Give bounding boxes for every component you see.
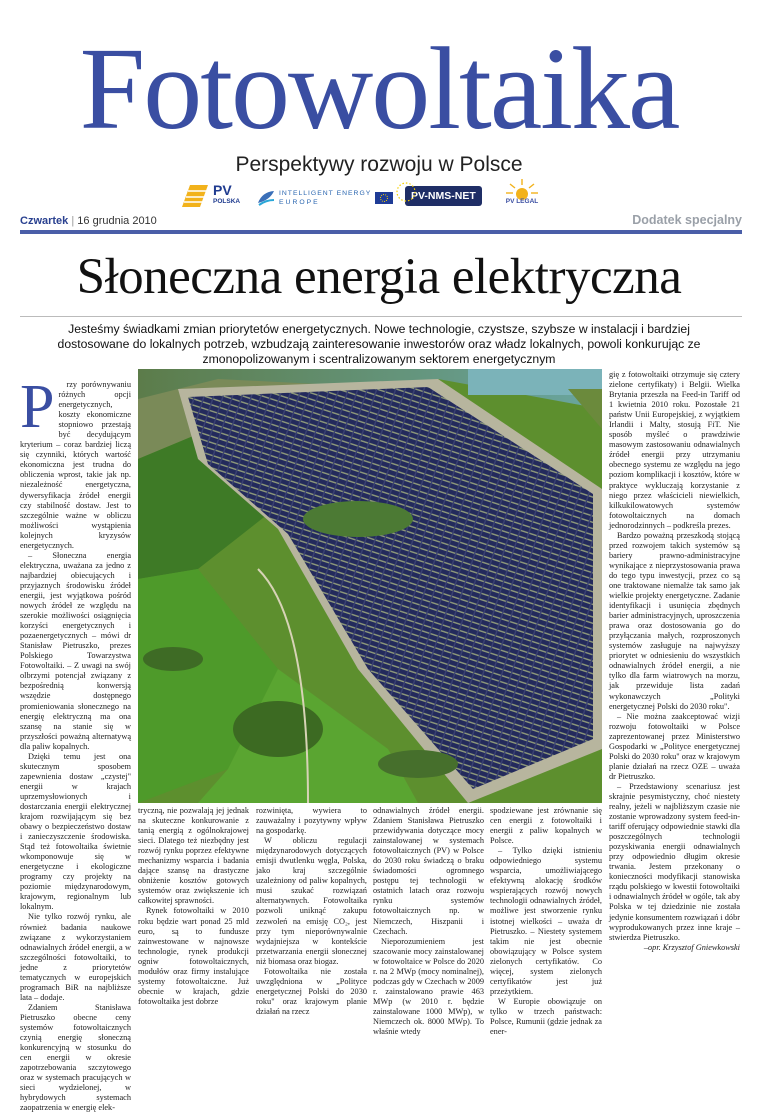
section-label: Dodatek specjalny: [632, 213, 742, 227]
article-column-3: [256, 806, 367, 1017]
col1-paragraph: rzy porównywaniu różnych opcji energetycznych, koszty ekonomiczne stopniowo przestają być decydującym kryterium – coraz bardziej liczą się czynniki, których wartość ekonomiczna jest trudna do obliczenia wprost, takie jak np. niezależność energetyczna, dywersyfikacja źródeł energii czy stabilność dostaw. Jest to szczególnie ważne w obliczu możliwości wystąpienia kolejnych kryzysów energetycznych.: [20, 380, 131, 550]
article-column-1: [20, 373, 131, 1113]
eu-flag-icon: [375, 192, 393, 204]
dateline-day: Czwartek: [20, 215, 69, 227]
col5-paragraph: W Europie obowiązuje on tylko w trzech państwach: Polsce, Rumunii (gdzie jednak za ener-: [490, 996, 602, 1037]
dateline-date: 16 grudnia 2010: [77, 215, 157, 227]
header-rule: [20, 230, 742, 234]
pv-legal-label: PV LEGAL: [505, 198, 539, 205]
pv-nms-net-label: PV-NMS-NET: [405, 186, 482, 206]
col3-paragraph: W obliczu regulacji międzynarodowych dotyczących emisji dwutlenku węgla, Polska, jako kraj szczególnie uzależniony od paliw kopalnych, musi szukać rozwiązań alternatywnych. Fotowoltaika pozwoli uniknąć zakupu zezwoleń na emisję CO₂, jest przy tym nieporównywalnie wydajniejsza w kontekście przetwarzania energii słonecznej niż biomasa oraz biogaz.: [256, 836, 367, 966]
masthead-subtitle: Perspektywy rozwoju w Polsce: [235, 153, 523, 176]
pv-nms-net-logo: [395, 186, 482, 206]
col6-paragraph: Bardzo poważną przeszkodą stojącą przed rozwojem takich systemów są bariery prawno-administracyjne wynikające z nieprzystosowania prawa do tego typu inwestycji, przez co są one traktowane niemalże tak samo jak wielkie projekty energetyczne. Zadanie identyfikacji i usunięcia zbędnych barier administracyjnych, uproszczenia prawa oraz dostosowania go do przyłączania małych, rozproszonych systemów zasługuje na najwyższy priorytet w odniesieniu do wszystkich odnawialnych źródeł energii, a nie tylko dla farm wiatrowych na morzu, jak przewiduje lista zadań wykonawczych „Polityki energetycznej Polski do 2030 roku".: [609, 530, 740, 711]
star-ring-icon: [395, 180, 417, 204]
masthead-title: Fotowoltaika: [79, 23, 679, 154]
article-column-6: [609, 370, 740, 953]
sponsor-logos: [180, 178, 580, 218]
dateline: Czwartek | 16 grudnia 2010: [20, 215, 157, 227]
col2-paragraph: tryczną, nie pozwalają jej jednak na skuteczne konkurowanie z tanią energią z ogólnokrajowej sieci. Dlatego też niezbędny jest rozwój rynku poprzez efektywne mechanizmy wsparcia i badania dające szansę na drastyczne obniżenie kosztów gotowych systemów oraz zwiększenie ich całkowitej sprawności.: [138, 806, 249, 906]
leaf-icon: [256, 188, 276, 208]
pv-polska-logo: [180, 183, 240, 209]
col4-paragraph: Nieporozumieniem jest szacowanie mocy zainstalowanej w fotowoltaice w Polsce do 2020 r. na 2 MWp (mocy nominalnej), podczas gdy w Czechach w 2009 r. zainstalowano prawie 463 MWp (w 2010 r. będzie zainstalowane 1000 MWp), w Niemczech ok. 8000 MWp). To właśnie wtedy: [373, 936, 484, 1037]
col3-paragraph: Fotowoltaika nie została uwzględniona w „Polityce energetycznej Polski do 2030 roku" oraz krajowym planie działań na rzecz: [256, 966, 367, 1016]
sun-icon: [505, 178, 539, 200]
col4-paragraph: odnawialnych źródeł energii. Zdaniem Stanisława Pietruszko przewidywania dotyczące mocy zainstalowanej w systemach fotowoltaicznych (PV) w Polsce do 2030 roku świadczą o braku świadomości ogromnego postępu tej technologii w ostatnich latach oraz rozwoju rynku systemów fotowoltaicznych np. w Niemczech, Hiszpanii i Czechach.: [373, 806, 484, 936]
iee-line1: INTELLIGENT ENERGY: [279, 190, 372, 197]
pv-polska-main: PV: [213, 182, 232, 198]
col6-paragraph: gię z fotowoltaiki otrzymuje się cztery zielone certyfikaty) i Belgii. Wielka Brytania przeszła na Feed-in Tariff od 1 kwietnia 2010 roku. Pozostałe 21 państw Unii Europejskiej, z wyjątkiem Irlandii i Malty, stosują FiT. Nie sposób myśleć o prawdziwie masowym zastosowaniu odnawialnych źródeł energii przy utrzymaniu obecnego systemu ze względu na jego poziom komplikacji i kosztów, które w praktyce wykluczają korzystanie z niego przez właścicieli niewielkich, kilkukilowatowych systemów fotowoltaicznych na domach jednorodzinnych – podkreśla prezes.: [609, 370, 740, 530]
article-column-5: [490, 806, 602, 1037]
col1-paragraph: Nie tylko rozwój rynku, ale również badania naukowe związane z wykorzystaniem odnawialnych źródeł energii, a w szczególności fotowoltaiki, to jedne z priorytetów tematycznych w europejskich programach BiR na najbliższe lata – dodaje.: [20, 912, 131, 1002]
pv-legal-logo: [505, 178, 539, 205]
lead-paragraph: Jesteśmy świadkami zmian priorytetów energetycznych. Nowe technologie, czystsze, szybsze w instalacji i bardziej dostosowane do lokalnych potrzeb, wzbudzają zainteresowanie inwestorów oraz władz lokalnych, powoli konkurując ze zmonopolizowanym i scentralizowanym sektorem energetycznym: [57, 322, 701, 366]
solar-farm-aerial-photo: [138, 369, 602, 803]
col6-paragraph: – Przedstawiony scenariusz jest skrajnie pesymistyczny, choć niestety realny, jeżeli w najbliższym czasie nie zostanie wprowadzony system feed-in-tariff oferujący odpowiednie stawki dla poszczególnych technologii pozyskiwania energii odnawialnych przy odpowiednio długim okresie trwania. Jestem przekonany o konieczności modyfikacji stanowiska rządu polskiego w kwestii fotowoltaiki i odnawialnych źródeł w ogóle, tak aby Polska w tej dziedzinie nie została jedynie konsumentem rozwiązań i dóbr wyprodukowanych przez inne kraje – stwierdza Pietruszko.: [609, 781, 740, 942]
col3-paragraph: rozwinięta, wywiera to zauważalny i pozytywny wpływ na gospodarkę.: [256, 806, 367, 836]
solar-farm-illustration: [138, 369, 602, 803]
headline-rule: [20, 316, 742, 317]
article-column-4: [373, 806, 484, 1037]
dropcap: P: [20, 373, 55, 441]
iee-logo: [256, 188, 393, 208]
author-signature: –opr. Krzysztof Gniewkowski: [643, 942, 740, 952]
col1-paragraph: Zdaniem Stanisława Pietruszko obecne ceny systemów fotowoltaicznych czynią energię słoneczną konkurencyjną w stosunku do cen energii w okresie zapotrzebowania szczytowego oraz w systemach pracujących w sieci wydzielonej, w hybrydowych systemach zaopatrzenia w energię elek-: [20, 1002, 131, 1113]
col1-paragraph: Dzięki temu jest ona skutecznym sposobem zapewnienia dostaw „czystej" energii w krajach uprzemysłowionych i dostarczania energii elektrycznej krajom rozwijającym się bez obawy o bezpieczeństwo dostaw i zanieczyszczenie środowiska. Stąd też fotowoltaika świetnie wkomponowuje się w energetyczne i ekologiczne programy czy projekty na poziomie międzynarodowym, krajowym, regionalnym lub lokalnym.: [20, 751, 131, 912]
col5-paragraph: spodziewane jest zrównanie się cen energii z fotowoltaiki i energii z paliw kopalnych w Polsce.: [490, 806, 602, 846]
col5-paragraph: – Tylko dzięki istnieniu odpowiedniego systemu wsparcia, umożliwiającego efektywną alokację środków wspierających rozwój nowych technologii odnawialnych źródeł, możliwe jest stworzenie rynku istotnej wielkości – uważa dr Pietruszko. – Niestety systemem takim nie jest obecnie obowiązujący w Polsce system zielonych certyfikatów. Co więcej, system zielonych certyfikatów jest już przeżytkiem.: [490, 846, 602, 996]
article-column-2: [138, 806, 249, 1007]
col2-paragraph: Rynek fotowoltaiki w 2010 roku będzie wart ponad 25 mld euro, są to fundusze zainwestowane w najnowsze technologie, rynek produkcji ogniw fotowoltaicznych, modułów oraz firmy instalujące systemy fotowoltaiczne. Już obecnie w krajach, gdzie fotowoltaika jest dobrze: [138, 906, 249, 1006]
pv-polska-sub: POLSKA: [213, 198, 241, 205]
col6-paragraph: – Nie można zaakceptować wizji rozwoju fotowoltaiki w Polsce zaprezentowanej przez Ministerstwo Gospodarki w „Polityce energetycznej Polski do 2030 roku" oraz w krajowym planie działań na rzecz OZE – uważa dr Pietruszko.: [609, 711, 740, 781]
headline: Słoneczna energia elektryczna: [76, 249, 682, 305]
iee-line2: EUROPE: [279, 199, 320, 206]
col1-paragraph: – Słoneczna energia elektryczna, uważana za jedno z najbardziej obiecujących i przyjaznych środowisku źródeł energii, jest wyjątkowa pośród nowych źródeł ze względu na szerokie możliwości osiągnięcia korzyści energetycznych i pozaenergetycznych – mówi dr Stanisław Pietruszko, prezes Polskiego Towarzystwa Fotowoltaiki. – Z uwagi na swój olbrzymi potencjał związany z bezpośrednią konwersją wszędzie dostępnego promieniowania słonecznego na energię elektryczną ma ona szansę na stanie się w przyszłości poważną alternatywą dla paliw kopalnych.: [20, 550, 131, 751]
sun-panel-icon: [180, 183, 210, 209]
